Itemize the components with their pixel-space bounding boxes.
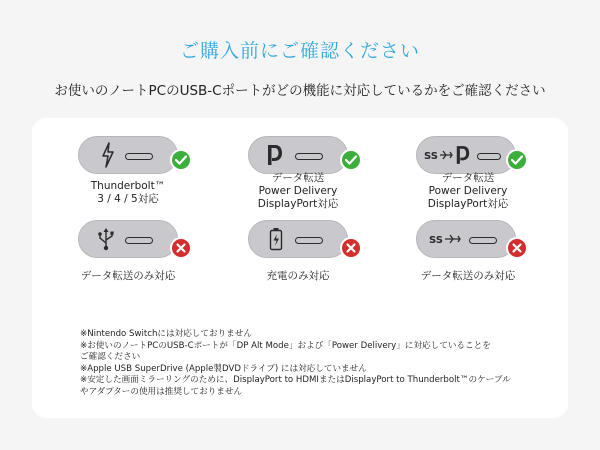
supported-check-icon — [170, 149, 192, 171]
unsupported-x-icon — [170, 237, 192, 259]
unsupported-x-icon — [506, 237, 528, 259]
port-label: 充電のみ対応 — [266, 270, 330, 282]
displayport-icon — [266, 142, 284, 168]
note-line: ご確認ください — [80, 352, 141, 363]
usb-c-port — [248, 136, 348, 174]
port-label: データ転送 Power Delivery DisplayPort対応 — [427, 172, 509, 210]
port-label: Thunderbolt™ 3 / 4 / 5対応 — [90, 180, 166, 205]
note-line: ※お使いのノートPCのUSB-Cポートが「DP Alt Mode」および「Power Delivery」に対応していることを — [80, 340, 491, 351]
compatibility-notes — [80, 329, 530, 399]
port-slot — [125, 153, 153, 160]
port-label: データ転送のみ対応 — [420, 270, 516, 282]
supported-check-icon — [340, 149, 362, 171]
note-line: やアダプターの使用は推奨しておりません — [80, 386, 243, 397]
page-subheading: お使いのノートPCのUSB-Cポートがどの機能に対応しているかをご確認ください — [54, 83, 546, 99]
note-line: ※安定した画面ミラーリングのために、DisplayPort to HDMIまたはDisplayPort to Thunderbolt™のケーブル — [80, 375, 511, 386]
port-slot — [469, 237, 497, 244]
displayport-icon — [455, 142, 471, 168]
usb-c-port — [78, 136, 178, 174]
page-heading: ご購入前にご確認ください — [179, 40, 420, 62]
port-slot — [477, 153, 501, 160]
svg-text:SS: SS — [424, 151, 438, 162]
battery-charging-icon — [269, 226, 283, 252]
unsupported-x-icon — [340, 237, 362, 259]
usb-c-port — [248, 220, 348, 258]
svg-text:SS: SS — [429, 235, 443, 246]
note-line: ※Apple USB SuperDrive (Apple製DVDドライブ) には対応していません — [80, 363, 367, 374]
port-label: データ転送のみ対応 — [80, 270, 176, 282]
usb-c-port — [78, 220, 178, 258]
usb-c-port — [416, 220, 516, 258]
port-slot — [125, 237, 153, 244]
port-slot — [295, 237, 323, 244]
note-line: ※Nintendo Switchには対応しておりません — [80, 329, 252, 339]
port-label: データ転送 Power Delivery DisplayPort対応 — [257, 172, 339, 210]
superspeed-usb-icon — [424, 142, 454, 168]
superspeed-usb-icon — [429, 226, 463, 252]
port-slot — [295, 153, 323, 160]
usb-trident-icon — [97, 226, 115, 252]
supported-check-icon — [506, 149, 528, 171]
thunderbolt-icon — [101, 142, 115, 168]
usb-c-port — [416, 136, 516, 174]
